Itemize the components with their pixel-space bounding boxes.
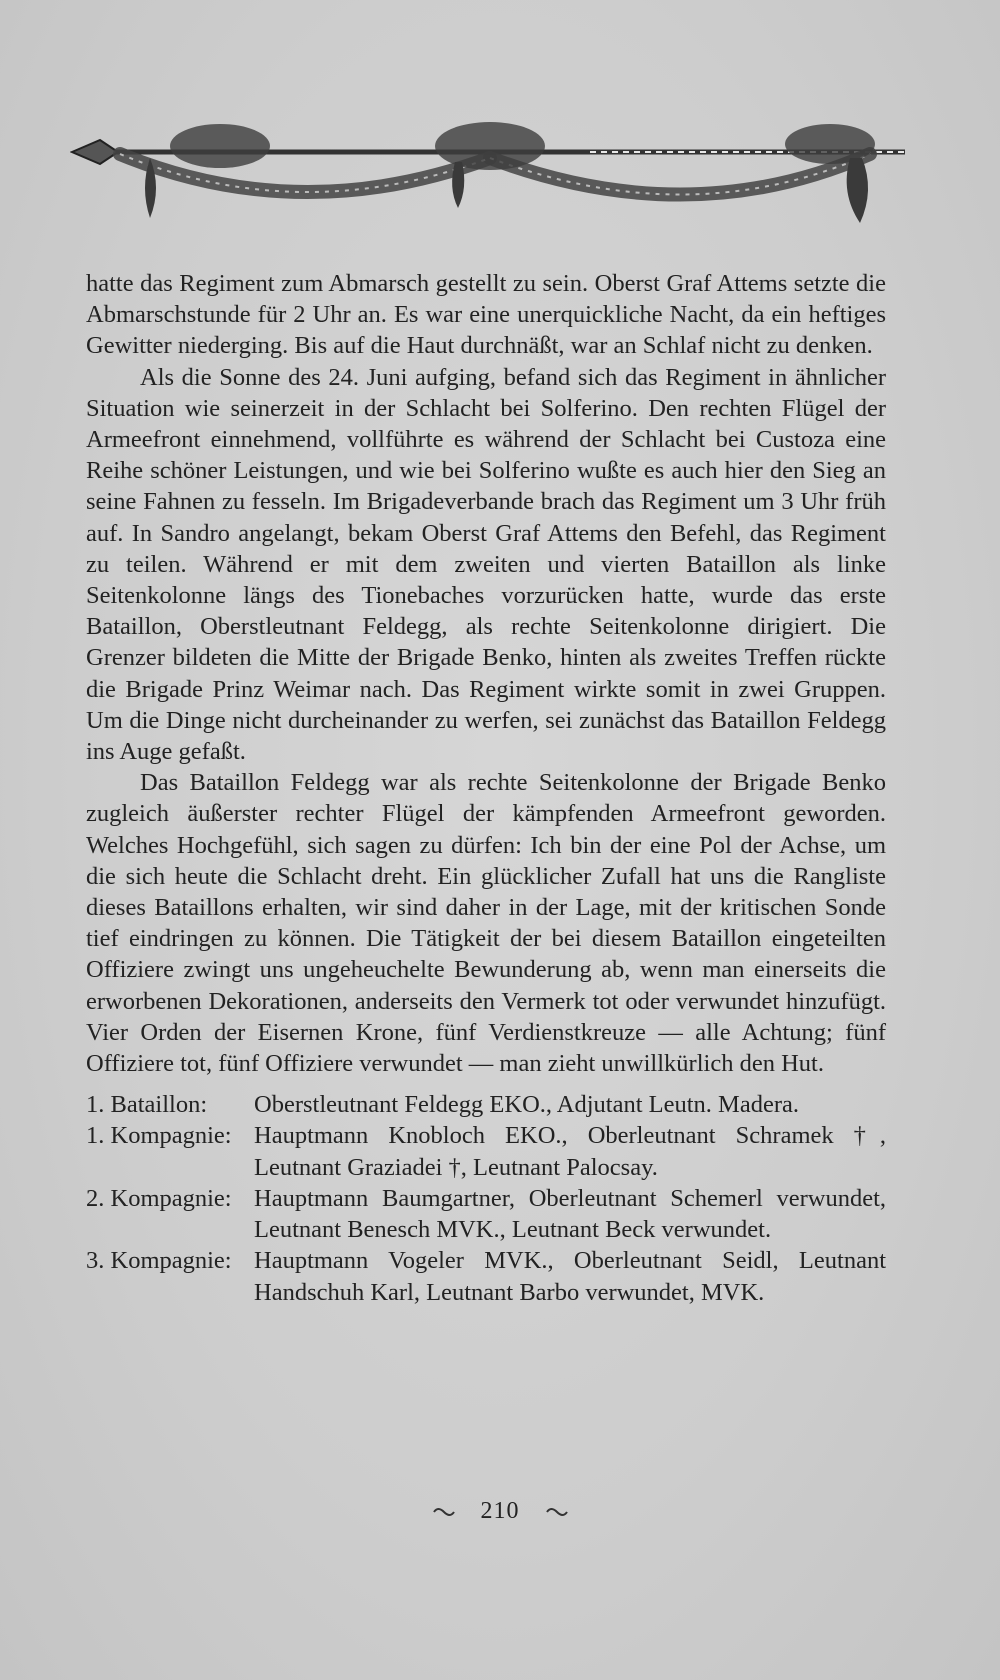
- roster-entry: Hauptmann Vogeler MVK., Oberleutnant Seidl, Leutnant Handschuh Karl, Leutnant Barbo verwundet, MVK.: [254, 1247, 886, 1306]
- roster-entry: Oberstleutnant Feldegg EKO., Adjutant Leutn. Madera.: [254, 1091, 799, 1119]
- page-number: 210: [480, 1498, 520, 1524]
- roster-row: [86, 1120, 886, 1182]
- roster-row: [86, 1183, 886, 1245]
- flourish-left-icon: [432, 1505, 456, 1519]
- roster-label: 1. Bataillon:: [86, 1091, 208, 1119]
- paragraph: Das Bataillon Feldegg war als rechte Seitenkolonne der Brigade Benko zugleich äußerster rechter Flügel der kämpfenden Armeefront geworden. Welches Hochgefühl, sich sagen zu dürfen: Ich bin der eine Pol der Achse, um die sich heute die Schlacht dreht. Ein glücklicher Zufall hat uns die Rangliste dieses Bataillons erhalten, wir sind daher in der Lage, mit der kritischen Sonde tief eindringen zu können. Die Tätigkeit der bei diesem Bataillon eingeteilten Offiziere zwingt uns ungeheuchelte Bewunderung ab, wenn man einerseits die erworbenen Dekorationen, anderseits den Vermerk tot oder verwundet hinzufügt. Vier Orden der Eisernen Krone, fünf Verdienstkreuze — alle Achtung; fünf Offiziere tot, fünf Offiziere verwundet — man zieht unwillkürlich den Hut.: [86, 769, 886, 1078]
- roster-entry: Hauptmann Knobloch EKO., Oberleutnant Schramek †, Leutnant Graziadei †, Leutnant Palocsay.: [254, 1122, 886, 1181]
- roster-entry: Hauptmann Baumgartner, Oberleutnant Schemerl verwundet, Leutnant Benesch MVK., Leutnant Beck verwundet.: [254, 1184, 886, 1244]
- roster-label: 2. Kompagnie:: [86, 1184, 232, 1212]
- roster-row: [86, 1089, 886, 1120]
- roster-label: 1. Kompagnie:: [86, 1122, 232, 1150]
- officer-roster: [86, 1089, 886, 1307]
- paragraph: Als die Sonne des 24. Juni aufging, befand sich das Regiment in ähnlicher Situation wie seinerzeit in der Schlacht bei Solferino. Den rechten Flügel der Armeefront einnehmend, vollführte es während der Schlacht bei Custoza eine Reihe schöner Leistungen, und wie bei Solferino wußte es auch hier den Sieg an seine Fahnen zu fesseln. Im Brigadeverbande brach das Regiment um 3 Uhr früh auf. In Sandro angelangt, bekam Oberst Graf Attems den Befehl, das Regiment zu teilen. Während er mit dem zweiten und vierten Bataillon als linke Seitenkolonne längs des Tionebaches vorzurücken hatte, wurde das erste Bataillon, Oberstleutnant Feldegg, als rechte Seitenkolonne dirigiert. Die Grenzer bildeten die Mitte der Brigade Benko, hinten als zweites Treffen rückte die Brigade Prinz Weimar nach. Das Regiment wirkte somit in zwei Gruppen. Um die Dinge nicht durcheinander zu werfen, sei zunächst das Bataillon Feldegg ins Auge gefaßt.: [86, 363, 886, 766]
- roster-label: 3. Kompagnie:: [86, 1247, 232, 1275]
- laurel-spear-garland-icon: [70, 118, 910, 248]
- roster-row: [86, 1245, 886, 1307]
- flourish-right-icon: [545, 1505, 569, 1519]
- page-footer: [0, 1498, 1000, 1525]
- paragraph: hatte das Regiment zum Abmarsch gestellt zu sein. Oberst Graf Attems setzte die Abmarschstunde für 2 Uhr an. Es war eine unerquickliche Nacht, da ein heftiges Gewitter niederging. Bis auf die Haut durchnäßt, war an Schlaf nicht zu denken.: [86, 270, 886, 360]
- body-text: [86, 268, 886, 1308]
